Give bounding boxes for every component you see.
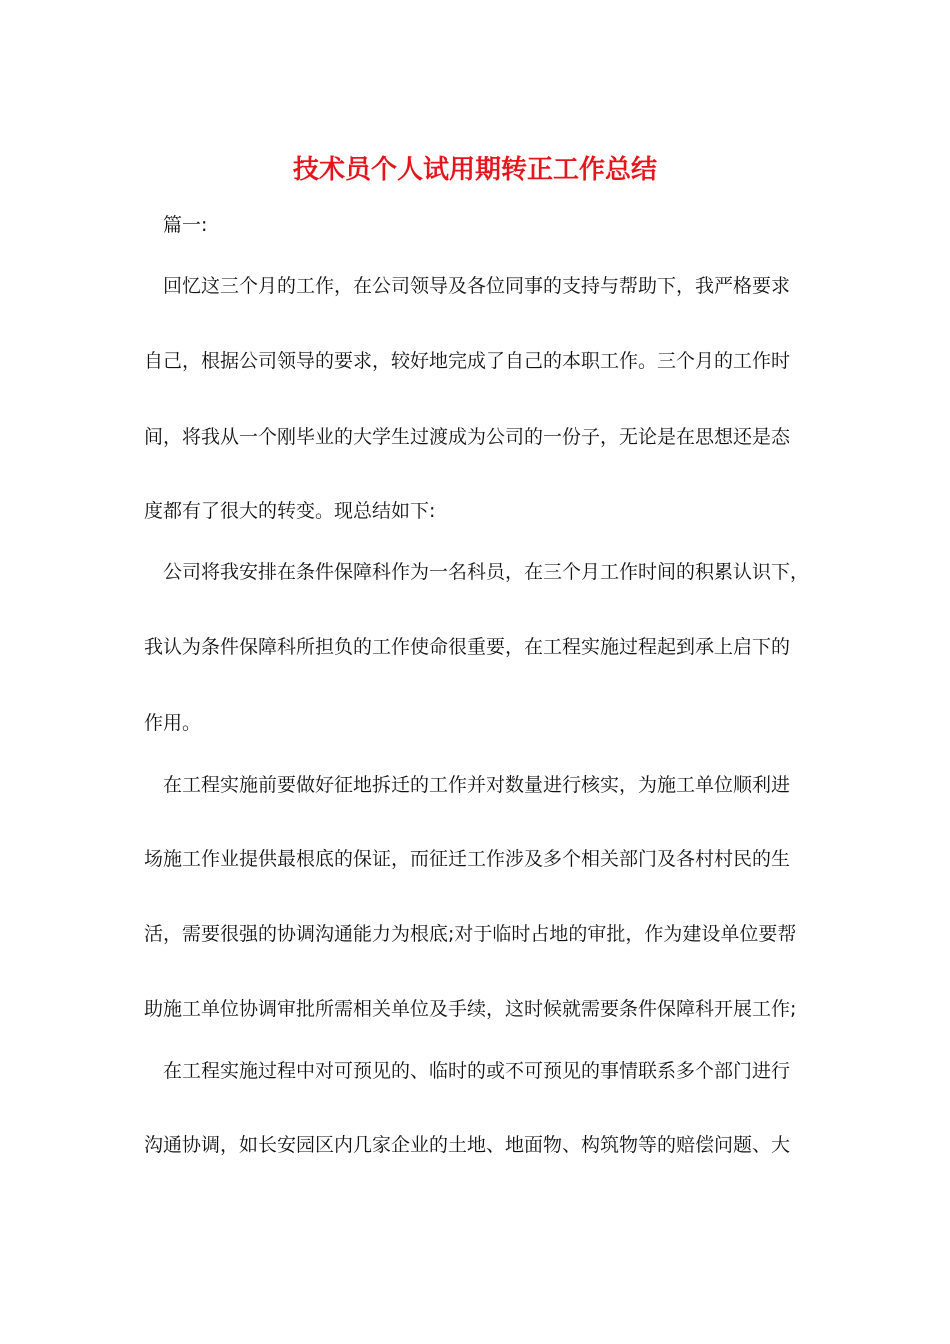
paragraph-line: 活，需要很强的协调沟通能力为根底;对于临时占地的审批，作为建设单位要帮 xyxy=(144,923,797,945)
document-title: 技术员个人试用期转正工作总结 xyxy=(292,155,657,185)
paragraph-line: 在工程实施前要做好征地拆迁的工作并对数量进行核实，为施工单位顺利进 xyxy=(163,774,791,796)
paragraph-line: 助施工单位协调审批所需相关单位及手续，这时候就需要条件保障科开展工作; xyxy=(144,998,797,1020)
paragraph-line: 回忆这三个月的工作，在公司领导及各位同事的支持与帮助下，我严格要求 xyxy=(163,275,791,297)
paragraph-line: 在工程实施过程中对可预见的、临时的或不可预见的事情联系多个部门进行 xyxy=(163,1060,791,1082)
paragraph-line: 公司将我安排在条件保障科作为一名科员，在三个月工作时间的积累认识下， xyxy=(163,561,810,583)
section-label: 篇一: xyxy=(163,214,208,236)
paragraph-line: 场施工作业提供最根底的保证，而征迁工作涉及多个相关部门及各村村民的生 xyxy=(144,848,791,870)
paragraph-line: 作用。 xyxy=(144,712,202,734)
paragraph-line: 我认为条件保障科所担负的工作使命很重要，在工程实施过程起到承上启下的 xyxy=(144,636,791,658)
paragraph-line: 间，将我从一个刚毕业的大学生过渡成为公司的一份子，无论是在思想还是态 xyxy=(144,426,791,448)
paragraph-line: 沟通协调，如长安园区内几家企业的土地、地面物、构筑物等的赔偿问题、大 xyxy=(144,1134,791,1156)
paragraph-line: 自己，根据公司领导的要求，较好地完成了自己的本职工作。三个月的工作时 xyxy=(144,350,791,372)
paragraph-line: 度都有了很大的转变。现总结如下: xyxy=(144,500,436,522)
